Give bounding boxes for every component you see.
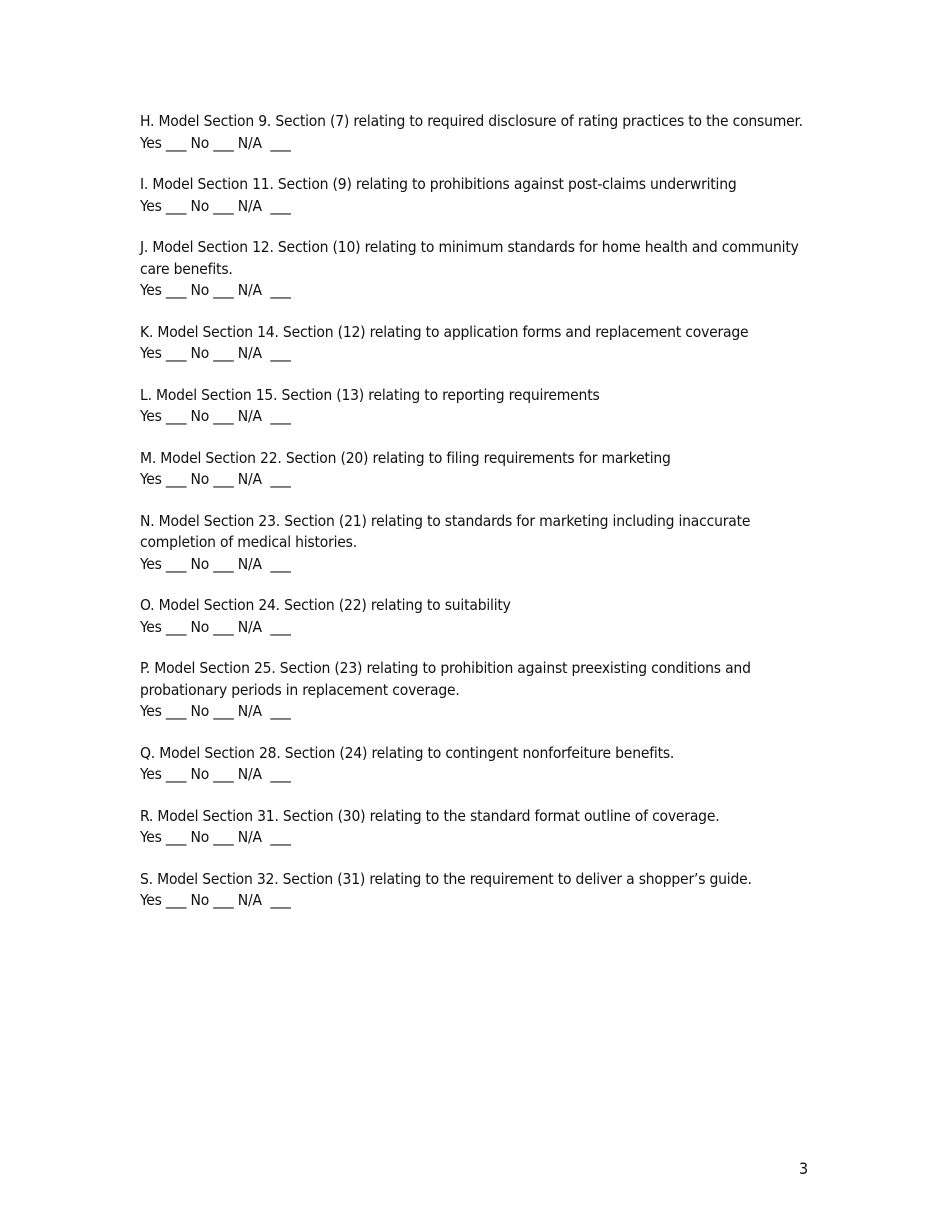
item-text: Q. Model Section 28. Section (24) relating to contingent nonforfeiture benefits. (140, 743, 675, 762)
answer-blanks: Yes ___ No ___ N/A ___ (140, 196, 291, 215)
checklist-item-r (140, 806, 820, 849)
item-text: I. Model Section 11. Section (9) relating to prohibitions against post-claims underwriting (140, 175, 737, 193)
answer-blanks: Yes ___ No ___ N/A ___ (140, 702, 291, 720)
answer-blanks: Yes ___ No ___ N/A ___ (140, 281, 291, 299)
answer-blanks: Yes ___ No ___ N/A ___ (140, 828, 291, 846)
answer-blanks: Yes ___ No ___ N/A ___ (140, 344, 291, 362)
answer-blanks: Yes ___ No ___ N/A ___ (140, 133, 291, 152)
item-text: R. Model Section 31. Section (30) relating to the standard format outline of coverage. (140, 806, 720, 825)
item-text: H. Model Section 9. Section (7) relating to required disclosure of rating practices to the consumer. (140, 112, 803, 130)
checklist-item-n (140, 511, 820, 576)
checklist-item-h (140, 111, 820, 154)
checklist-item-s (140, 869, 820, 912)
item-text: S. Model Section 32. Section (31) relating to the requirement to deliver a shopper’s guide. (140, 869, 752, 888)
answer-blanks: Yes ___ No ___ N/A ___ (140, 554, 291, 573)
checklist-item-q (140, 743, 820, 786)
item-text: L. Model Section 15. Section (13) relating to reporting requirements (140, 385, 600, 404)
checklist-item-l (140, 385, 820, 428)
answer-blanks: Yes ___ No ___ N/A ___ (140, 470, 291, 488)
checklist-item-k (140, 322, 820, 365)
item-text: O. Model Section 24. Section (22) relating to suitability (140, 596, 511, 614)
checklist-item-j (140, 237, 820, 302)
answer-blanks: Yes ___ No ___ N/A ___ (140, 407, 291, 425)
item-text: M. Model Section 22. Section (20) relating to filing requirements for marketing (140, 448, 671, 467)
item-text: K. Model Section 14. Section (12) relating to application forms and replacement coverage (140, 322, 749, 341)
answer-blanks: Yes ___ No ___ N/A ___ (140, 617, 291, 636)
item-text: P. Model Section 25. Section (23) relating to prohibition against preexisting conditions and probationary periods in replacement coverage. (140, 659, 751, 699)
checklist-item-m (140, 448, 820, 491)
answer-blanks: Yes ___ No ___ N/A ___ (140, 891, 291, 909)
checklist-item-p (140, 658, 820, 723)
page-number: 3 (799, 1159, 809, 1178)
checklist (140, 111, 820, 932)
item-text: J. Model Section 12. Section (10) relating to minimum standards for home health and community care benefits. (140, 238, 799, 278)
checklist-item-i (140, 174, 820, 217)
item-text: N. Model Section 23. Section (21) relating to standards for marketing including inaccurate completion of medical histories. (140, 511, 751, 551)
checklist-item-o (140, 595, 820, 638)
answer-blanks: Yes ___ No ___ N/A ___ (140, 765, 291, 783)
